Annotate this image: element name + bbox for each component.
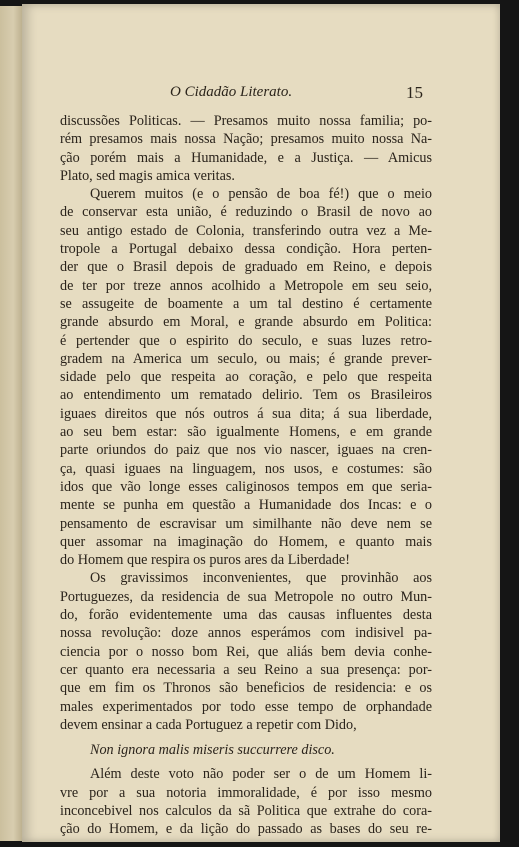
text-line: se assugeite de boamente a um tal destino é certamente [60, 295, 432, 312]
text-line: nossa revolução: doze annos esperámos com indisivel pa- [60, 625, 432, 642]
text-line: quer assomar na imaginação do Homem, e quanto mais [60, 533, 432, 550]
text-line: que em fim os Thronos são beneficios de residencia: e os [60, 680, 432, 697]
text-line: Plato, sed magis amica veritas. [60, 167, 235, 184]
body-text [60, 112, 432, 839]
text-line: ao seu bem estar: são igualmente Homens, e em grande [60, 424, 432, 441]
text-line: discussões Politicas. — Presamos muito nossa familia; po- [60, 113, 432, 129]
text-line: seu antigo estado de Colonia, transferindo outra vez a Me- [60, 222, 432, 239]
page-number: 15 [406, 83, 423, 102]
text-line: do Homem que respira os puros ares da Liberdade! [60, 552, 350, 569]
text-line: Portuguezes, da residencia de sua Metropole no outro Mun- [60, 588, 432, 605]
text-line: sidade pelo que respeita ao coração, e pelo que respeita [60, 369, 432, 386]
text-line: mente se punha em questão a Humanidade dos Incas: e o [60, 497, 432, 514]
text-line: pensamento de escravisar um similhante não deve nem se [60, 515, 432, 532]
text-line: é pertender que o espirito do seculo, e suas luzes retro- [60, 332, 432, 349]
text-line: males experimentados por todo esse tempo de orphandade [60, 698, 432, 715]
page-header [22, 84, 500, 108]
text-line: devem ensinar a cada Portuguez a repetir com Dido, [60, 716, 357, 733]
text-line: cer quanto era necessaria a seu Reino a sua presença: por- [60, 661, 432, 678]
text-line: Querem muitos (e o pensão de boa fé!) que o meio [90, 186, 432, 203]
text-line: ao entendimento um rematado delirio. Tem os Brasileiros [60, 387, 432, 404]
text-line: inconcebivel nos calculos da sã Politica que extrahe do cora- [60, 802, 432, 819]
text-line: Além deste voto não poder ser o de um Homem li- [90, 766, 432, 783]
running-head: O Cidadão Literato. [170, 84, 293, 100]
text-line: ção do Homem, e da lição do passado as bases do seu re- [60, 821, 432, 838]
text-line: do, forão evidentemente uma das causas influentes desta [60, 607, 432, 624]
text-line: tropole a Portugal debaixo dessa condição. Hora perten- [60, 241, 432, 258]
text-line: ção porém mais a Humanidade, e a Justiça. — Amicus [60, 149, 432, 166]
latin-quote: Non ignora malis miseris succurrere disco. [90, 742, 335, 759]
text-line: rém presamos mais nossa Nação; presamos muito nossa Na- [60, 131, 432, 148]
previous-page-edge [0, 6, 22, 841]
text-line: ça, quasi iguaes na linguagem, nos usos, e costumes: são [60, 460, 432, 477]
text-line: idos que vão longe esses caliginosos tempos em que seria- [60, 478, 432, 495]
text-line: gradem na America um seculo, ou mais; é grande prever- [60, 350, 432, 367]
text-line: parte oriundos do paiz que nos vio nascer, iguaes na cren- [60, 442, 432, 459]
text-line: iguaes direitos que nós outros á sua dita; á sua liberdade, [60, 405, 432, 422]
text-line: de ter por treze annos acolhido a Metropole em seu seio, [60, 277, 432, 294]
text-line: ciencia por o nosso bom Rei, que aliás bem devia conhe- [60, 643, 432, 660]
book-page [22, 4, 500, 842]
text-line: grande absurdo em Moral, e grande absurdo em Politica: [60, 314, 432, 331]
text-line: vre por a sua notoria immoralidade, é por isso mesmo [60, 784, 432, 801]
text-line: de conservar esta união, é reduzindo o Brasil de novo ao [60, 204, 432, 221]
text-line: Os gravissimos inconvenientes, que provinhão aos [90, 570, 432, 587]
text-line: der que o Brasil depois de graduado em Reino, e depois [60, 259, 432, 276]
